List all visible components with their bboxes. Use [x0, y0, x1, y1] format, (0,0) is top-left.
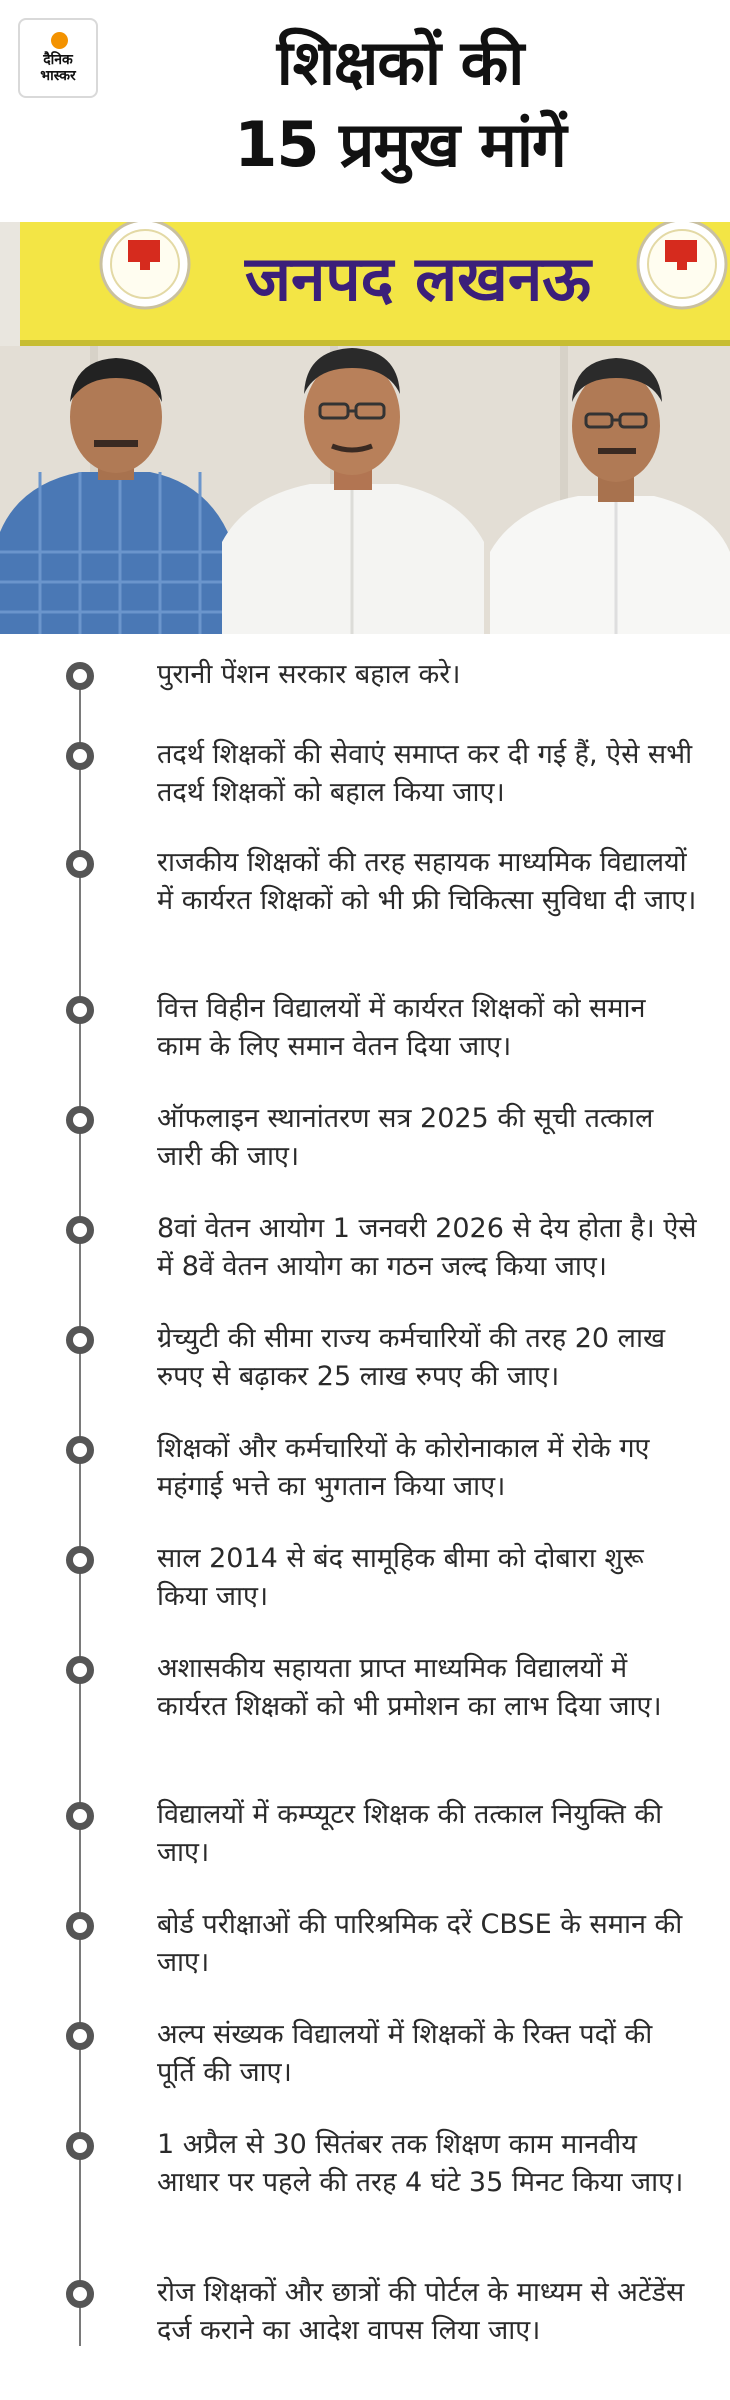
bullet-icon	[66, 1216, 94, 1244]
logo-text-line2: भास्कर	[40, 68, 76, 84]
bullet-icon	[66, 1912, 94, 1940]
bullet-icon	[66, 2022, 94, 2050]
title-line-1: शिक्षकों की	[276, 26, 524, 99]
demand-text: राजकीय शिक्षकों की तरह सहायक माध्यमिक विद्यालयों में कार्यरत शिक्षकों को भी फ्री चिकित्सा सुविधा दी जाए।	[157, 847, 697, 916]
bullet-icon	[66, 2280, 94, 2308]
demand-text: साल 2014 से बंद सामूहिक बीमा को दोबारा शुरू किया जाए।	[157, 1543, 644, 1612]
dainik-bhaskar-logo[interactable]	[18, 18, 98, 98]
emblem-left-icon	[101, 222, 189, 308]
demand-text: अल्प संख्यक विद्यालयों में शिक्षकों के रिक्त पदों की पूर्ति की जाए।	[157, 2019, 653, 2088]
bullet-icon	[66, 1656, 94, 1684]
photo-illustration	[0, 222, 730, 634]
demand-text: विद्यालयों में कम्प्यूटर शिक्षक की तत्काल नियुक्ति की जाए।	[157, 1799, 663, 1868]
banner-text: जनपद लखनऊ	[245, 242, 591, 315]
demand-text: ऑफलाइन स्थानांतरण सत्र 2025 की सूची तत्काल जारी की जाए।	[157, 1103, 654, 1172]
bullet-icon	[66, 1802, 94, 1830]
demand-text: शिक्षकों और कर्मचारियों के कोरोनाकाल में रोके गए महंगाई भत्ते का भुगतान किया जाए।	[157, 1433, 650, 1502]
bullet-icon	[66, 662, 94, 690]
demand-text: 8वां वेतन आयोग 1 जनवरी 2026 से देय होता है। ऐसे में 8वें वेतन आयोग का गठन जल्द किया जाए।	[157, 1213, 697, 1282]
bullet-icon	[66, 2132, 94, 2160]
emblem-right-icon	[638, 222, 726, 308]
demand-text: बोर्ड परीक्षाओं की पारिश्रमिक दरें CBSE के समान की जाए।	[157, 1909, 683, 1978]
header	[0, 0, 730, 222]
timeline-line	[79, 674, 81, 2346]
bullet-icon	[66, 850, 94, 878]
bullet-icon	[66, 742, 94, 770]
demand-text: तदर्थ शिक्षकों की सेवाएं समाप्त कर दी गई हैं, ऐसे सभी तदर्थ शिक्षकों को बहाल किया जाए।	[157, 739, 693, 808]
bullet-icon	[66, 996, 94, 1024]
demand-text: ग्रेच्युटी की सीमा राज्य कर्मचारियों की तरह 20 लाख रुपए से बढ़ाकर 25 लाख रुपए की जाए।	[157, 1323, 666, 1392]
sun-dot-icon	[51, 32, 68, 49]
bullet-icon	[66, 1546, 94, 1574]
press-conference-photo	[0, 222, 730, 634]
demand-text: वित्त विहीन विद्यालयों में कार्यरत शिक्षकों को समान काम के लिए समान वेतन दिया जाए।	[157, 993, 646, 1062]
demand-text: अशासकीय सहायता प्राप्त माध्यमिक विद्यालयों में कार्यरत शिक्षकों को भी प्रमोशन का लाभ दिया जाए।	[157, 1653, 662, 1722]
bullet-icon	[66, 1326, 94, 1354]
logo-text-line1: दैनिक	[43, 52, 73, 68]
demands-list	[0, 634, 730, 2400]
demand-text: रोज शिक्षकों और छात्रों की पोर्टल के माध्यम से अटेंडेंस दर्ज कराने का आदेश वापस लिया जाए।	[157, 2277, 685, 2346]
bullet-icon	[66, 1436, 94, 1464]
page-title	[110, 22, 690, 186]
demand-text: पुरानी पेंशन सरकार बहाल करे।	[157, 659, 461, 690]
title-line-2: 15 प्रमुख मांगें	[234, 108, 566, 181]
bullet-icon	[66, 1106, 94, 1134]
demand-text: 1 अप्रैल से 30 सितंबर तक शिक्षण काम मानवीय आधार पर पहले की तरह 4 घंटे 35 मिनट किया जाए।	[157, 2129, 684, 2198]
